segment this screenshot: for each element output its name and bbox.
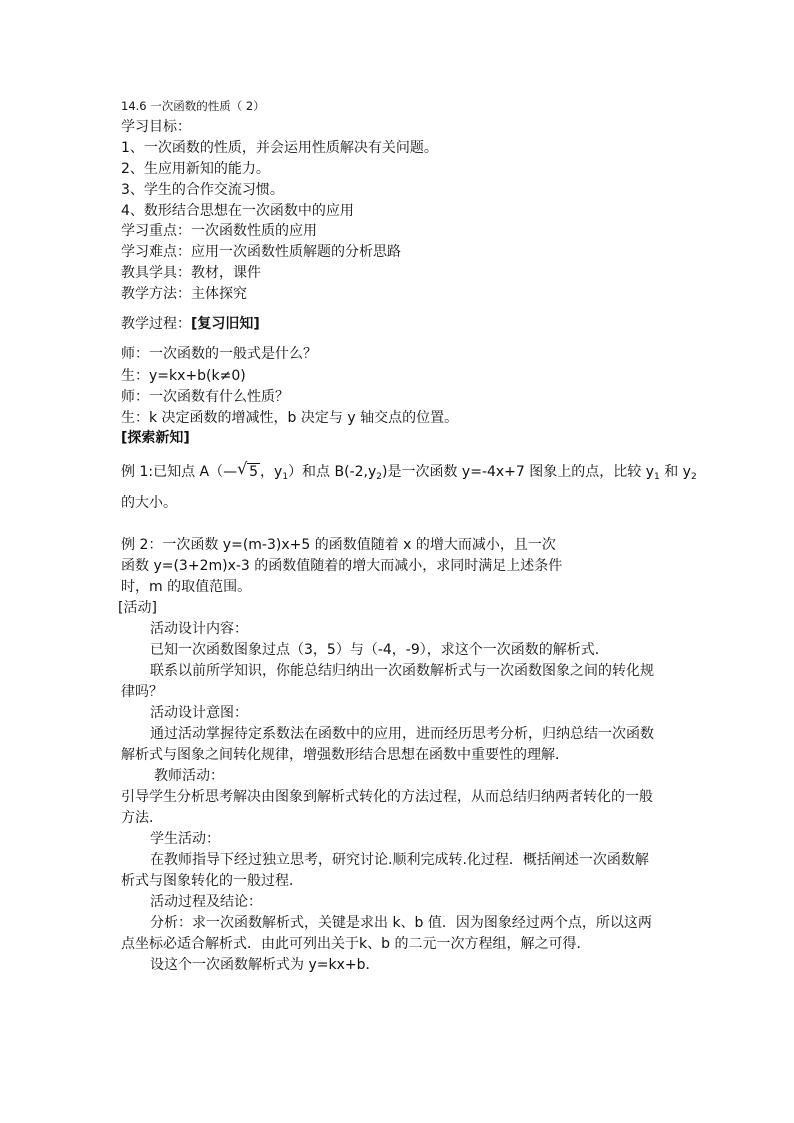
dialogue-line: 师：一次函数的一般式是什么？ (121, 346, 317, 362)
sqrt-argument: 5 (249, 464, 259, 480)
ex1-subscript: 1 (654, 472, 660, 482)
teaching-method: 教学方法：主体探究 (121, 286, 247, 302)
activity-line: 律吗？ (121, 684, 163, 700)
review-label: [复习旧知] (191, 316, 260, 332)
sqrt-symbol: √ 5 (237, 459, 259, 480)
ex1-subscript: 2 (376, 472, 383, 482)
ex1-text: 和 y (659, 464, 691, 480)
ex1-text: ）和点 B(-2,y (288, 464, 377, 480)
ex1-subscript: 2 (690, 472, 697, 482)
activity-line: 在教师指导下经过独立思考，研究讨论.顺利完成转.化过程．概括阐述一次函数解 (150, 852, 649, 868)
ex1-subscript: 1 (282, 472, 289, 482)
example-2-line: 时，m 的取值范围。 (121, 579, 252, 595)
activity-line: 方法． (121, 810, 163, 826)
activity-line: 活动设计意图： (150, 705, 248, 721)
example-2-line: 例 2：一次函数 y=(m-3)x+5 的函数值随着 x 的增大而减小，且一次 (121, 537, 556, 553)
activity-line: 点坐标必适合解析式．由此可列出关于k、b 的二元一次方程组，解之可得． (121, 936, 591, 952)
dialogue-line: 生：k 决定函数的增减性，b 决定与 y 轴交点的位置。 (121, 410, 459, 426)
dialogue-line: 师：一次函数有什么性质？ (121, 389, 289, 405)
process-label: 教学过程： (121, 316, 191, 332)
goal-item: 4、数形结合思想在一次函数中的应用 (121, 203, 354, 219)
goal-item: 1、一次函数的性质，并会运用性质解决有关问题。 (121, 140, 438, 156)
goals-heading: 学习目标： (121, 119, 191, 135)
activity-line: 活动设计内容： (150, 621, 248, 637)
dialogue-line: 生：y=kx+b(k≠0) (121, 368, 246, 384)
example-1-line-2: 的大小。 (121, 495, 177, 511)
activity-line: 联系以前所学知识，你能总结归纳出一次函数解析式与一次函数图象之间的转化规 (150, 663, 654, 679)
activity-line: 学生活动： (150, 831, 220, 847)
lesson-title: 14.6 一次函数的性质（ 2） (121, 99, 265, 113)
activity-line: 已知一次函数图象过点（3，5）与（-4，-9），求这个一次函数的解析式． (150, 642, 609, 658)
activity-line: 通过活动掌握待定系数法在函数中的应用，进而经历思考分析，归纳总结一次函数 (150, 726, 654, 742)
example-2-line: 函数 y=(3+2m)x-3 的函数值随着的增大而减小，求同时满足上述条件 (121, 558, 563, 574)
activity-line: 析式与图象转化的一般过程． (121, 873, 303, 889)
goal-item: 2、生应用新知的能力。 (121, 161, 270, 177)
materials: 教具学具：教材，课件 (121, 265, 261, 281)
key-point: 学习重点：一次函数性质的应用 (121, 223, 317, 239)
explore-label: [探索新知] (121, 430, 190, 446)
activity-line: 引导学生分析思考解决由图象到解析式转化的方法过程，从而总结归纳两者转化的一般 (121, 789, 653, 805)
activity-line: 解析式与图象之间转化规律，增强数形结合思想在函数中重要性的理解． (121, 747, 569, 763)
ex1-text: 例 1:已知点 A（— (121, 464, 238, 480)
activity-label: [活动] (118, 600, 157, 616)
goal-item: 3、学生的合作交流习惯。 (121, 182, 284, 198)
activity-line: 分析：求一次函数解析式，关键是求出 k、b 值．因为图象经过两个点，所以这两 (150, 915, 652, 931)
ex1-text: )是一次函数 y=-4x+7 图象上的点，比较 y (382, 464, 655, 480)
activity-line: 教师活动： (154, 768, 224, 784)
activity-line: 活动过程及结论： (150, 894, 262, 910)
ex1-text: ，y (260, 464, 283, 480)
process-heading (121, 314, 260, 334)
example-1-line-1 (121, 459, 697, 487)
difficulty: 学习难点：应用一次函数性质解题的分析思路 (121, 244, 401, 260)
activity-line: 设这个一次函数解析式为 y=kx+b． (150, 957, 380, 973)
